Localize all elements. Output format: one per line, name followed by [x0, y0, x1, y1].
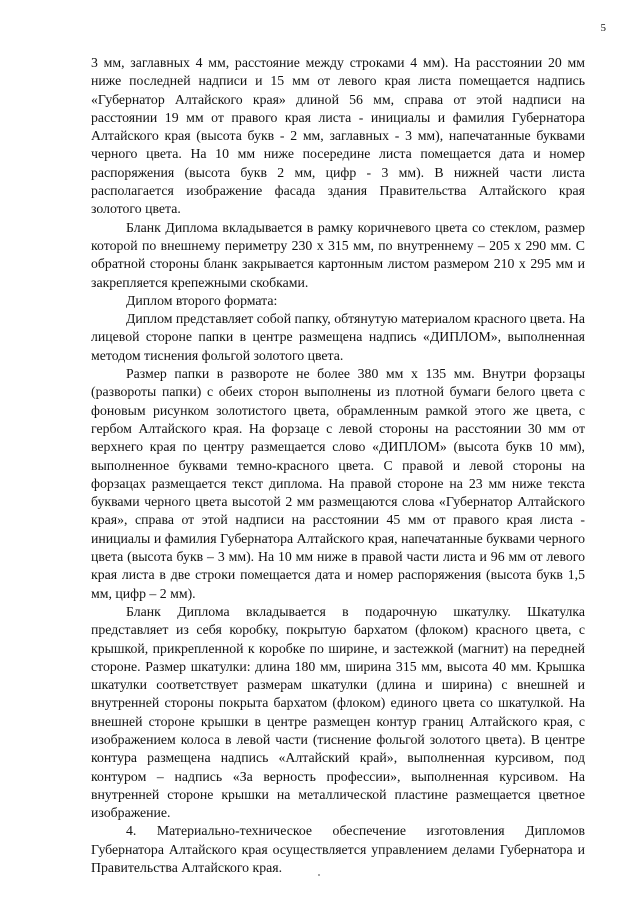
document-body	[91, 54, 585, 877]
paragraph-folder-description: Диплом представляет собой папку, обтянутую материалом красного цвета. На лицевой стороне папки в центре размещена надпись «ДИПЛОМ», выполненная методом тиснения фольгой золотого цвета.	[91, 311, 585, 363]
paragraph-item-4: 4. Материально-техническое обеспечение изготовления Дипломов Губернатора Алтайского края осуществляется управлением делами Губернатора и Правительства Алтайского края.	[91, 823, 585, 876]
paragraph-folder-size: Размер папки в развороте не более 380 мм х 135 мм. Внутри форзацы (развороты папки) с обеих сторон выполнены из плотной бумаги белого цвета с фоновым рисунком золотистого цвета, обрамленным рамкой этого же цвета, с гербом Алтайского края. На форзаце с левой стороны на расстоянии 30 мм от верхнего края по центру размещается слово «ДИПЛОМ» (высота букв 10 мм), выполненное буквами темно-красного цвета. С правой и левой стороны на форзацах размещается текст диплома. На правой стороне на 23 мм ниже текста буквами черного цвета высотой 2 мм размещаются слова «Губернатор Алтайского края», справа от этой надписи на расстоянии 45 мм от правого края листа - инициалы и фамилия Губернатора Алтайского края, напечатанные буквами черного цвета (высота букв – 3 мм). На 10 мм ниже в правой части листа и 96 мм от левого края листа в две строки помещается дата и номер распоряжения (высота букв 1,5 мм, цифр – 2 мм).	[91, 366, 585, 601]
paragraph-continuation: 3 мм, заглавных 4 мм, расстояние между строками 4 мм). На расстоянии 20 мм ниже последней надписи и 15 мм от левого края листа помещается надпись «Губернатор Алтайского края» длиной 56 мм, справа от этой надписи на расстоянии 19 мм от правого края листа - инициалы и фамилия Губернатора Алтайского края (высота букв - 2 мм, заглавных - 3 мм), напечатанные буквами черного цвета. На 10 мм ниже посередине листа помещается дата и номер распоряжения (высота букв 2 мм, цифр - 3 мм). В нижней части листа располагается изображение фасада здания Правительства Алтайского края золотого цвета.	[91, 55, 585, 217]
scan-artifact-dot	[318, 874, 320, 876]
paragraph-second-format-heading: Диплом второго формата:	[126, 292, 278, 308]
paragraph-frame-description: Бланк Диплома вкладывается в рамку коричневого цвета со стеклом, размер которой по внешнему периметру 230 х 315 мм, по внутреннему – 205 х 290 мм. С обратной стороны бланк закрывается картонным листом размером 210 х 295 мм и закрепляется крепежными скобками.	[91, 219, 585, 290]
paragraph-gift-box: Бланк Диплома вкладывается в подарочную шкатулку. Шкатулка представляет из себя коробку, покрытую бархатом (флоком) красного цвета, с крышкой, прикрепленной к коробке по ширине, и застежкой (магнит) на передней стороне. Размер шкатулки: длина 180 мм, ширина 315 мм, высота 40 мм. Крышка шкатулки соответствует размерам шкатулки (длина и ширина) с внешней и внутренней стороны покрыта бархатом (флоком) единого цвета со шкатулкой. На внешней стороне крышки в центре размещен контур границ Алтайского края, с изображением колоса в левой части (тиснение фольгой золотого цвета). В центре контура размещена надпись «Алтайский край», выполненная курсивом, под контуром – надпись «За верность профессии», выполненная курсивом. На внутренней стороне крышки на металлической пластине размещается цветное изображение.	[91, 603, 585, 821]
page-number: 5	[600, 22, 606, 34]
